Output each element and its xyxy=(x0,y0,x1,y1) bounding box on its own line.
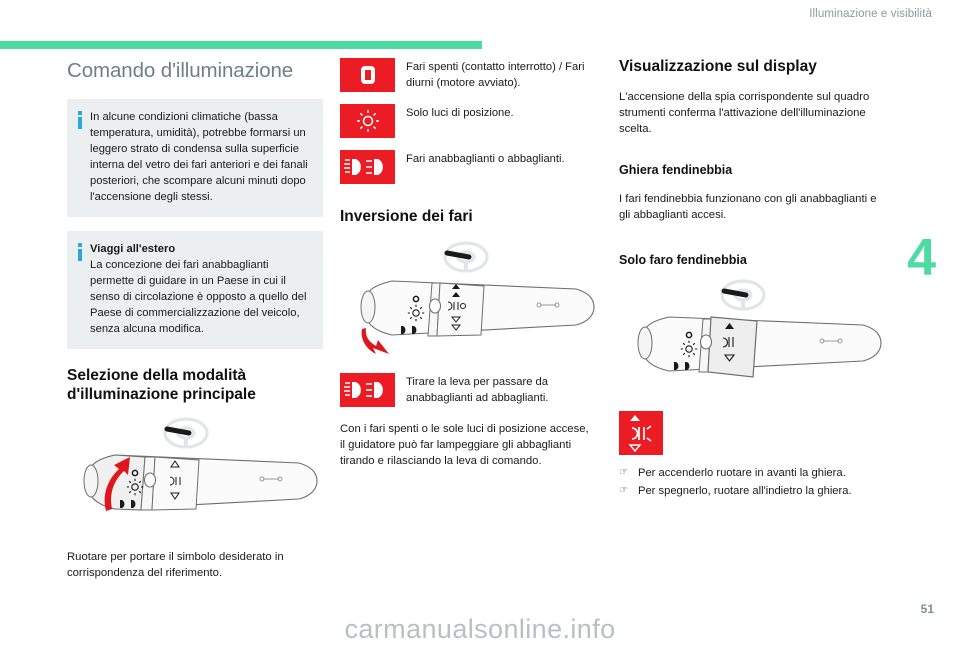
illustration-fog-ring xyxy=(619,279,887,397)
dipped-main-beam-icon xyxy=(340,150,395,184)
info-box-condensation xyxy=(67,99,323,217)
pointing-hand-icon: ☞ xyxy=(619,467,628,479)
paragraph-fog-ring: I fari fendinebbia funzionano con gli anabbaglianti e gli abbaglianti accesi. xyxy=(619,193,877,222)
symbol-text: Fari spenti (contatto interrotto) / Fari diurni (motore avviato). xyxy=(406,61,585,89)
right-column xyxy=(619,58,887,501)
info-box-text: La concezione dei fari anabbaglianti permette di guidare in un Paese in cui il senso di circolazione è opposto a quello del Paese di commercializzazione del veicolo, senza alcuna modifica. xyxy=(90,259,307,336)
symbol-text: Solo luci di posizione. xyxy=(406,107,514,119)
illustration-stalk-rotate xyxy=(67,417,323,535)
heading-fog-ring: Ghiera fendinebbia xyxy=(619,163,733,177)
heading-fog-only: Solo faro fendinebbia xyxy=(619,253,747,268)
list-item-text: Per accenderlo ruotare in avanti la ghiera. xyxy=(638,467,846,480)
page-title: Comando d'illuminazione xyxy=(67,59,294,82)
symbol-row-pull xyxy=(340,373,596,407)
paragraph-display: L'accensione della spia corrispondente sul quadro strumenti conferma l'attivazione dell'illuminazione scelta. xyxy=(619,90,870,135)
paragraph-flash: Con i fari spenti o le sole luci di posizione accese, il guidatore può far lampeggiare gli abbaglianti tirando e rilasciando la leva di comando. xyxy=(340,422,589,467)
symbol-row xyxy=(340,104,596,138)
list-item xyxy=(619,465,887,482)
info-box-text: In alcune condizioni climatiche (bassa temperatura, umidità), potrebbe formarsi un leggero strato di condensa sulla superficie interna del vetro dei fari anteriori e dei fanali posteriori, che scompare alcuni minuti dopo l'accensione degli stessi. xyxy=(90,111,308,204)
fog-ring-diagram xyxy=(619,279,887,397)
symbol-row xyxy=(340,150,596,184)
headlights-off-icon xyxy=(340,58,395,92)
main-beam-flash-icon xyxy=(340,373,395,407)
heading-display: Visualizzazione sul display xyxy=(619,58,817,75)
middle-column xyxy=(340,58,596,479)
info-icon xyxy=(78,111,82,129)
pointing-hand-icon: ☞ xyxy=(619,484,628,496)
caption-rotate: Ruotare per portare il simbolo desiderato in corrispondenza del riferimento. xyxy=(67,551,284,580)
sidelights-icon xyxy=(340,104,395,138)
left-column xyxy=(67,58,323,591)
chapter-number-tab: 4 xyxy=(907,229,936,287)
info-box-foreign-travel xyxy=(67,231,323,349)
front-fog-lamp-ring-icon xyxy=(619,411,663,455)
list-item-text: Per spegnerlo, ruotare all'indietro la ghiera. xyxy=(638,484,852,497)
list-item xyxy=(619,483,887,500)
stalk-rotate-diagram xyxy=(67,417,323,535)
fog-ring-instructions xyxy=(619,465,887,500)
stalk-pull-diagram xyxy=(340,239,596,359)
info-box-heading: Viaggi all'estero xyxy=(90,243,176,256)
section-heading-headlight-reversal: Inversione dei fari xyxy=(340,208,473,225)
header-accent-rule xyxy=(0,41,482,49)
symbol-text: Tirare la leva per passare da anabbaglianti ad abbaglianti. xyxy=(406,375,549,404)
chapter-title: Illuminazione e visibilità xyxy=(809,8,932,20)
symbol-text: Fari anabbaglianti o abbaglianti. xyxy=(406,153,565,165)
symbol-row xyxy=(340,58,596,92)
info-icon xyxy=(78,243,82,261)
page-number: 51 xyxy=(920,602,934,616)
illustration-stalk-pull xyxy=(340,239,596,359)
section-heading-mode-selection: Selezione della modalità d'illuminazione principale xyxy=(67,367,256,404)
site-watermark: carmanualsonline.info xyxy=(344,614,616,644)
